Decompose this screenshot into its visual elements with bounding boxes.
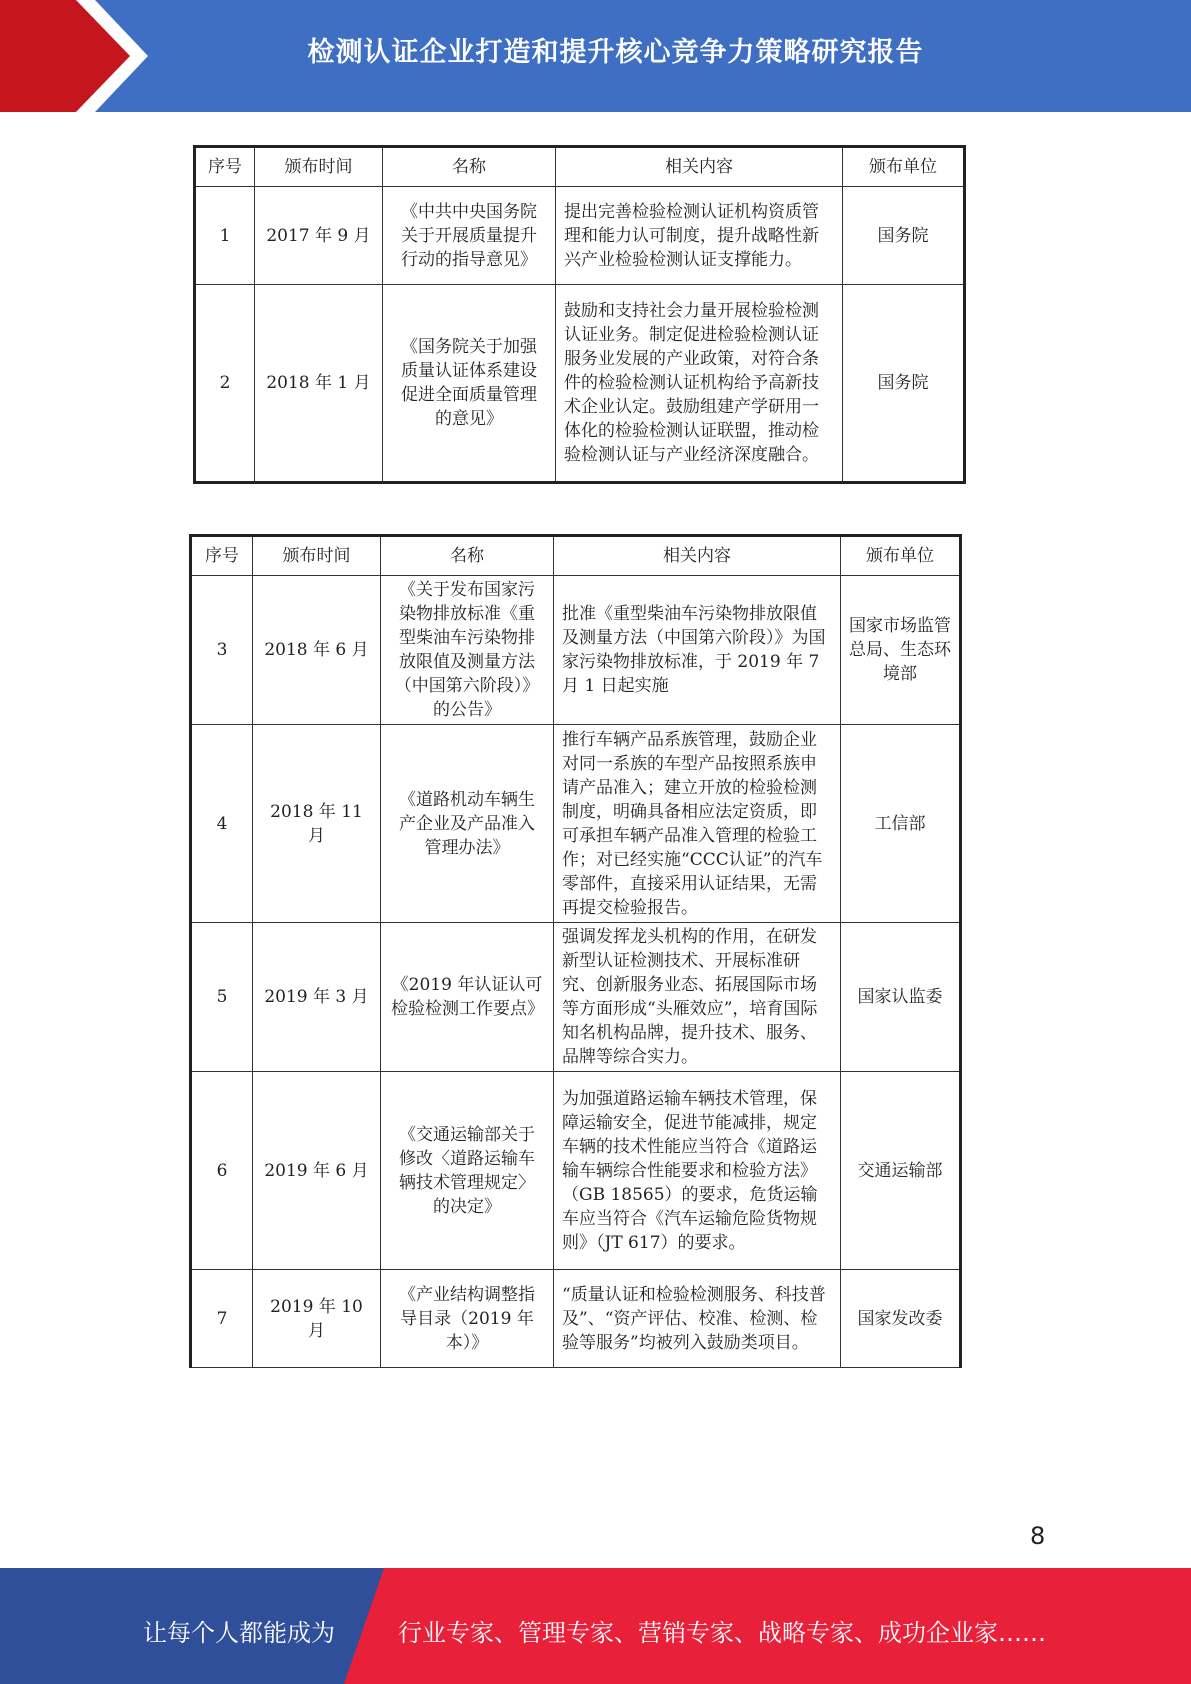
footer-slogan-left: 让每个人都能成为 (143, 1619, 335, 1647)
cell-issuer: 工信部 (841, 725, 961, 923)
policy-table-1 (193, 145, 966, 484)
cell-issuer: 交通运输部 (841, 1072, 961, 1270)
header-cell-issuer: 颁布单位 (841, 536, 961, 576)
header-cell-no: 序号 (195, 147, 255, 187)
cell-content: 鼓励和支持社会力量开展检验检测认证业务。制定促进检验检测认证服务业发展的产业政策，对符合条件的检验检测认证机构给予高新技术企业认定。鼓励组建产学研用一体化的检验检测认证联盟，推动检验检测认证与产业经济深度融合。 (556, 285, 843, 483)
cell-issuer: 国家发改委 (841, 1270, 961, 1368)
cell-name: 《国务院关于加强质量认证体系建设促进全面质量管理的意见》 (383, 285, 556, 483)
table-header-row (195, 147, 965, 187)
table-row (191, 923, 961, 1072)
cell-issuer: 国家认监委 (841, 923, 961, 1072)
header-cell-content: 相关内容 (554, 536, 841, 576)
cell-no: 3 (191, 576, 253, 725)
header-cell-name: 名称 (381, 536, 554, 576)
cell-issuer: 国家市场监管总局、生态环境部 (841, 576, 961, 725)
cell-date: 2018 年 6 月 (253, 576, 381, 725)
cell-date: 2018 年 11 月 (253, 725, 381, 923)
header-cell-issuer: 颁布单位 (843, 147, 965, 187)
cell-no: 2 (195, 285, 255, 483)
cell-date: 2019 年 6 月 (253, 1072, 381, 1270)
cell-date: 2019 年 10 月 (253, 1270, 381, 1368)
cell-no: 4 (191, 725, 253, 923)
document-title: 检测认证企业打造和提升核心竞争力策略研究报告 (307, 37, 924, 68)
cell-date: 2017 年 9 月 (255, 187, 383, 285)
cell-content: 强调发挥龙头机构的作用，在研发新型认证检测技术、开展标准研究、创新服务业态、拓展国际市场等方面形成“头雁效应”，培育国际知名机构品牌，提升技术、服务、品牌等综合实力。 (554, 923, 841, 1072)
header-cell-no: 序号 (191, 536, 253, 576)
cell-date: 2019 年 3 月 (253, 923, 381, 1072)
cell-issuer: 国务院 (843, 285, 965, 483)
cell-name: 《交通运输部关于修改〈道路运输车辆技术管理规定〉的决定》 (381, 1072, 554, 1270)
table-row (191, 1270, 961, 1368)
cell-content: 推行车辆产品系族管理，鼓励企业对同一系族的车型产品按照系族申请产品准入；建立开放的检验检测制度，明确具备相应法定资质，即可承担车辆产品准入管理的检验工作；对已经实施“CCC认证”的汽车零部件，直接采用认证结果，无需再提交检验报告。 (554, 725, 841, 923)
page-number: 8 (1030, 1522, 1046, 1550)
cell-content: 为加强道路运输车辆技术管理，保障运输安全，促进节能减排，规定车辆的技术性能应当符合《道路运输车辆综合性能要求和检验方法》（GB 18565）的要求，危货运输车应当符合《汽车运输危险货物规则》（JT 617）的要求。 (554, 1072, 841, 1270)
header-cell-name: 名称 (383, 147, 556, 187)
table-header-row (191, 536, 961, 576)
header-arrow-decoration (0, 0, 150, 112)
header-bar (0, 0, 1191, 112)
table-row (195, 187, 965, 285)
cell-issuer: 国务院 (843, 187, 965, 285)
cell-no: 1 (195, 187, 255, 285)
header-cell-date: 颁布时间 (253, 536, 381, 576)
cell-content: “质量认证和检验检测服务、科技普及”、“资产评估、校准、检测、检验等服务”均被列入鼓励类项目。 (554, 1270, 841, 1368)
table-row (191, 576, 961, 725)
cell-name: 《产业结构调整指导目录（2019 年本）》 (381, 1270, 554, 1368)
policy-table-2 (189, 534, 962, 1368)
cell-no: 7 (191, 1270, 253, 1368)
cell-date: 2018 年 1 月 (255, 285, 383, 483)
cell-content: 批准《重型柴油车污染物排放限值及测量方法（中国第六阶段）》为国家污染物排放标准，于 2019 年 7 月 1 日起实施 (554, 576, 841, 725)
cell-no: 5 (191, 923, 253, 1072)
footer-slogan-right: 行业专家、管理专家、营销专家、战略专家、成功企业家…… (398, 1619, 1046, 1647)
header-cell-date: 颁布时间 (255, 147, 383, 187)
table-row (191, 1072, 961, 1270)
cell-name: 《2019 年认证认可检验检测工作要点》 (381, 923, 554, 1072)
cell-name: 《关于发布国家污染物排放标准《重型柴油车污染物排放限值及测量方法（中国第六阶段）》的公告》 (381, 576, 554, 725)
cell-no: 6 (191, 1072, 253, 1270)
cell-name: 《中共中央国务院关于开展质量提升行动的指导意见》 (383, 187, 556, 285)
table-row (195, 285, 965, 483)
cell-content: 提出完善检验检测认证机构资质管理和能力认可制度，提升战略性新兴产业检验检测认证支撑能力。 (556, 187, 843, 285)
header-cell-content: 相关内容 (556, 147, 843, 187)
table-row (191, 725, 961, 923)
cell-name: 《道路机动车辆生产企业及产品准入管理办法》 (381, 725, 554, 923)
